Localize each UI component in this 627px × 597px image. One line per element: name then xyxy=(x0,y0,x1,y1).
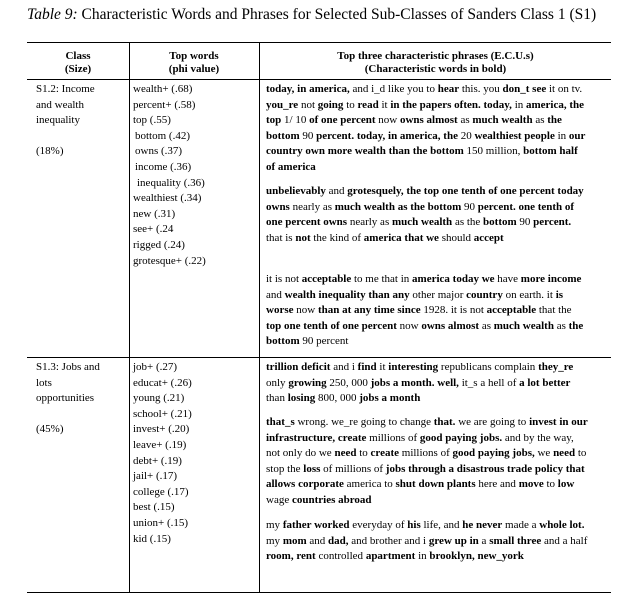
word-item: bottom (.42) xyxy=(135,129,190,142)
characteristic-words: jobs through a disastrous trade policy that allows corporate xyxy=(266,462,585,491)
header-rule xyxy=(27,79,611,80)
phrase-text xyxy=(266,360,588,407)
characteristic-words: invest in our infrastructure, create xyxy=(266,416,588,444)
characteristic-words: he never xyxy=(462,519,503,531)
row-2-words xyxy=(133,360,257,547)
word-item: wealthiest (.34) xyxy=(133,192,202,205)
phrase-text xyxy=(266,184,588,246)
phrase-segment: to stop the xyxy=(266,447,587,475)
characteristic-words: than at any time since xyxy=(317,304,421,317)
phrase-segment: than xyxy=(266,392,288,405)
phrase-segment: the kind of xyxy=(310,231,364,244)
phrase-segment: and a half xyxy=(541,534,588,547)
characteristic-words: mom xyxy=(282,534,307,547)
characteristic-words: much wealth xyxy=(493,319,554,332)
row-1-phrase-3 xyxy=(266,272,588,350)
characteristic-words: find xyxy=(357,361,377,373)
characteristic-words: percent. today, in america, the xyxy=(316,129,458,142)
phrase-segment: nearly as xyxy=(347,216,392,229)
characteristic-words: america today we xyxy=(412,273,495,285)
header-class xyxy=(28,50,128,76)
characteristic-words: our country own more wealth than the bottom xyxy=(266,129,586,158)
phrase-segment: 800, 000 xyxy=(315,392,360,405)
characteristic-words: whole lot. xyxy=(539,519,585,531)
phrase-segment: only xyxy=(266,376,289,389)
phrase-segment: made a xyxy=(502,519,540,531)
caption-label: Table 9: xyxy=(27,6,78,23)
characteristic-words: need xyxy=(553,447,576,460)
characteristic-words: interesting xyxy=(388,361,439,373)
phrase-segment: and xyxy=(266,288,285,301)
header-words xyxy=(130,50,258,76)
row-2-phrase-1 xyxy=(266,360,588,407)
phrase-segment: 250, 000 xyxy=(326,376,371,389)
table-caption xyxy=(27,6,596,24)
phrase-segment: my xyxy=(266,519,283,531)
phrase-segment: and xyxy=(325,185,348,197)
characteristic-words: loss xyxy=(303,462,321,475)
phrase-segment: in xyxy=(511,98,526,111)
header-class-title: Class xyxy=(65,50,91,62)
row-1-words xyxy=(133,82,257,269)
phrase-text xyxy=(266,272,588,350)
class-label-line: opportunities xyxy=(36,392,95,405)
phrase-text xyxy=(266,518,588,565)
characteristic-words: not xyxy=(295,231,311,244)
column-divider-2 xyxy=(259,42,260,592)
word-item: jail+ (.17) xyxy=(133,470,178,483)
word-item: percent+ (.58) xyxy=(133,98,196,111)
characteristic-words: grotesquely, the top one tenth of one percent today owns xyxy=(266,185,584,213)
phrase-segment: in xyxy=(554,129,569,142)
characteristic-words: much wealth xyxy=(472,114,533,127)
phrase-segment: on earth. it xyxy=(502,288,556,301)
word-item: rigged (.24) xyxy=(133,238,185,251)
phrase-segment: and i xyxy=(330,361,358,373)
characteristic-words: wealthiest people xyxy=(474,129,555,142)
word-item: new (.31) xyxy=(133,207,176,220)
phrase-segment: as xyxy=(457,114,473,127)
word-item: educat+ (.26) xyxy=(133,376,192,389)
characteristic-words: need xyxy=(334,447,357,460)
word-item: top (.55) xyxy=(133,114,171,127)
phrase-segment: and xyxy=(306,534,329,547)
characteristic-words: more income xyxy=(520,273,582,285)
characteristic-words: move xyxy=(518,478,544,491)
characteristic-words: countries abroad xyxy=(291,493,372,506)
word-item: see+ (.24 xyxy=(133,223,174,236)
phrase-segment: america to xyxy=(343,478,396,491)
phrase-segment: now xyxy=(293,304,318,317)
phrase-text xyxy=(266,415,588,509)
phrase-segment: 90 xyxy=(516,216,534,229)
characteristic-words: the bottom xyxy=(266,114,562,142)
characteristic-words: acceptable xyxy=(486,304,537,317)
phrase-segment: everyday of xyxy=(349,519,408,531)
characteristic-words: a lot better xyxy=(519,376,571,389)
phrase-segment: controlled xyxy=(315,550,366,563)
characteristic-words: growing xyxy=(288,376,327,389)
phrase-segment: and i_d like you to xyxy=(349,83,438,95)
word-item: debt+ (.19) xyxy=(133,454,182,467)
row-2-phrase-3 xyxy=(266,518,588,565)
phrase-segment: as xyxy=(532,114,548,127)
row-2-class xyxy=(36,360,128,437)
phrase-segment: 90 xyxy=(461,200,478,213)
phrase-segment: 150 million, xyxy=(463,145,524,158)
word-item: inequality (.36) xyxy=(137,176,205,189)
characteristic-words: father worked xyxy=(282,519,350,531)
phrase-segment: that the xyxy=(536,304,572,317)
characteristic-words: percent. xyxy=(533,216,572,229)
characteristic-words: america that we xyxy=(363,231,439,244)
row-1-phrase-1 xyxy=(266,82,588,176)
phrase-segment: life, and xyxy=(420,519,463,531)
phrase-segment: not xyxy=(298,98,318,111)
phrase-segment: to xyxy=(343,98,358,111)
word-item: job+ (.27) xyxy=(133,361,178,373)
row-1-phrase-2 xyxy=(266,184,588,246)
characteristic-words: in the papers often. today, xyxy=(390,98,512,111)
characteristic-words: losing xyxy=(287,392,316,405)
characteristic-words: his xyxy=(407,519,421,531)
word-item: owns (.37) xyxy=(135,145,183,158)
characteristic-words: low xyxy=(557,478,575,491)
phrase-segment: it_s a hell of xyxy=(458,376,520,389)
characteristic-words: acceptable xyxy=(301,273,352,285)
characteristic-words: good paying jobs, xyxy=(452,447,535,460)
characteristic-words: today, in america, xyxy=(266,83,350,95)
word-item: leave+ (.19) xyxy=(133,438,187,451)
characteristic-words: percent. one tenth of one percent owns xyxy=(266,200,575,229)
class-label-line: lots xyxy=(36,376,52,389)
word-item: grotesque+ (.22) xyxy=(133,254,206,267)
phrase-segment: as the xyxy=(452,216,484,229)
phrase-segment: now xyxy=(375,114,400,127)
characteristic-words: create xyxy=(370,447,400,460)
characteristic-words: you_re xyxy=(266,98,299,111)
characteristic-words: trillion deficit xyxy=(266,361,331,373)
phrase-segment: wrong. we_re going to change xyxy=(294,416,434,428)
characteristic-words: much wealth as the bottom xyxy=(334,200,462,213)
phrase-segment: 20 xyxy=(457,129,475,142)
phrase-segment: this. you xyxy=(459,83,503,95)
phrase-segment: it xyxy=(376,361,389,373)
header-class-subtitle: (Size) xyxy=(64,63,92,75)
phrase-segment: we xyxy=(534,447,554,460)
word-item: income (.36) xyxy=(135,160,192,173)
characteristic-words: top one tenth of one percent xyxy=(266,319,397,332)
header-words-subtitle: (phi value) xyxy=(168,63,220,75)
class-size: (18%) xyxy=(36,144,64,157)
characteristic-words: owns almost xyxy=(421,319,480,332)
header-phrases-subtitle: (Characteristic words in bold) xyxy=(364,63,507,75)
phrase-segment: a xyxy=(478,534,490,547)
phrase-segment: that is xyxy=(266,231,296,244)
characteristic-words: bottom xyxy=(483,216,517,229)
characteristic-words: they_re xyxy=(538,361,574,373)
phrase-segment: republicans complain xyxy=(438,361,539,373)
characteristic-words: that. xyxy=(433,416,456,428)
word-item: young (.21) xyxy=(133,392,185,405)
phrase-segment: other major xyxy=(409,288,467,301)
characteristic-words: is worse xyxy=(266,288,564,317)
characteristic-words: unbelievably xyxy=(266,185,326,197)
class-label-line: S1.3: Jobs and xyxy=(36,361,100,373)
phrase-segment: we are going to xyxy=(455,416,530,428)
characteristic-words: small three xyxy=(489,534,542,547)
phrase-segment: my xyxy=(266,534,283,547)
word-item: school+ (.21) xyxy=(133,407,192,420)
table-bottom-rule xyxy=(27,592,611,593)
characteristic-words: wealth inequality than any xyxy=(284,288,410,301)
row-1-class xyxy=(36,82,128,159)
phrase-text xyxy=(266,82,588,176)
word-item: wealth+ (.68) xyxy=(133,83,193,95)
characteristic-words: grew up in xyxy=(428,534,479,547)
row-divider-rule xyxy=(27,357,611,358)
phrase-segment: now xyxy=(396,319,422,332)
characteristic-words: of one percent xyxy=(309,114,376,127)
characteristic-words: good paying jobs. xyxy=(419,431,503,444)
characteristic-words: much wealth xyxy=(391,216,453,229)
characteristic-words: the bottom xyxy=(266,319,584,348)
phrase-segment: it is not xyxy=(266,273,302,285)
row-2-phrase-2 xyxy=(266,415,588,509)
phrase-segment: to xyxy=(356,447,371,460)
phrase-segment: and brother and i xyxy=(348,534,429,547)
characteristic-words: that_s xyxy=(266,416,295,428)
phrase-segment: nearly as xyxy=(289,200,335,213)
characteristic-words: accept xyxy=(473,231,504,244)
table-top-rule xyxy=(27,42,611,43)
caption-text: Characteristic Words and Phrases for Selected Sub-Classes of Sanders Class 1 (S1) xyxy=(81,6,597,23)
phrase-segment: should xyxy=(438,231,474,244)
characteristic-words: owns almost xyxy=(399,114,458,127)
phrase-segment: and by the way, not only do we xyxy=(266,431,574,460)
phrase-segment: to me that in xyxy=(351,273,413,285)
characteristic-words: read xyxy=(357,98,379,111)
phrase-segment: 1/ 10 xyxy=(281,114,310,127)
phrase-segment: as xyxy=(479,319,494,332)
phrase-segment: millions of xyxy=(399,447,453,460)
characteristic-words: jobs a month xyxy=(359,392,421,405)
characteristic-words: going xyxy=(317,98,344,111)
word-item: invest+ (.20) xyxy=(133,423,190,436)
phrase-segment: 1928. it is not xyxy=(420,304,487,317)
header-phrases-title: Top three characteristic phrases (E.C.U.s) xyxy=(337,50,534,62)
characteristic-words: shut down plants xyxy=(395,478,476,491)
phrase-segment: it xyxy=(378,98,391,111)
characteristic-words: don_t see xyxy=(502,83,547,95)
characteristic-words: brooklyn, new_york xyxy=(429,550,524,563)
word-item: kid (.15) xyxy=(133,532,171,545)
characteristic-words: apartment xyxy=(365,550,416,563)
phrase-segment: have xyxy=(494,273,521,285)
phrase-segment: to xyxy=(543,478,558,491)
characteristic-words: america, the top xyxy=(266,98,585,127)
phrase-segment: here and xyxy=(475,478,519,491)
class-label-line: and wealth xyxy=(36,98,84,111)
column-divider-1 xyxy=(129,42,130,592)
characteristic-words: bottom half of america xyxy=(266,145,578,173)
phrase-segment: 90 percent xyxy=(299,335,349,348)
header-words-title: Top words xyxy=(169,50,219,62)
characteristic-words: hear xyxy=(437,83,460,95)
word-item: union+ (.15) xyxy=(133,516,189,529)
class-size: (45%) xyxy=(36,422,64,435)
phrase-segment: 90 xyxy=(299,129,317,142)
word-item: best (.15) xyxy=(133,501,175,514)
phrase-segment: wage xyxy=(266,493,292,506)
class-label-line: S1.2: Income xyxy=(36,83,95,95)
phrase-segment: it on tv. xyxy=(546,83,583,95)
phrase-segment: in xyxy=(415,550,430,563)
phrase-segment: of millions of xyxy=(320,462,386,475)
header-phrases xyxy=(260,50,611,76)
characteristic-words: jobs a month. well, xyxy=(370,376,459,389)
characteristic-words: country xyxy=(466,288,503,301)
characteristic-words: room, rent xyxy=(266,550,316,563)
word-item: college (.17) xyxy=(133,485,189,498)
phrase-segment: millions of xyxy=(366,431,420,444)
characteristic-words: dad, xyxy=(328,534,349,547)
phrase-segment: as xyxy=(553,319,569,332)
class-label-line: inequality xyxy=(36,114,80,127)
